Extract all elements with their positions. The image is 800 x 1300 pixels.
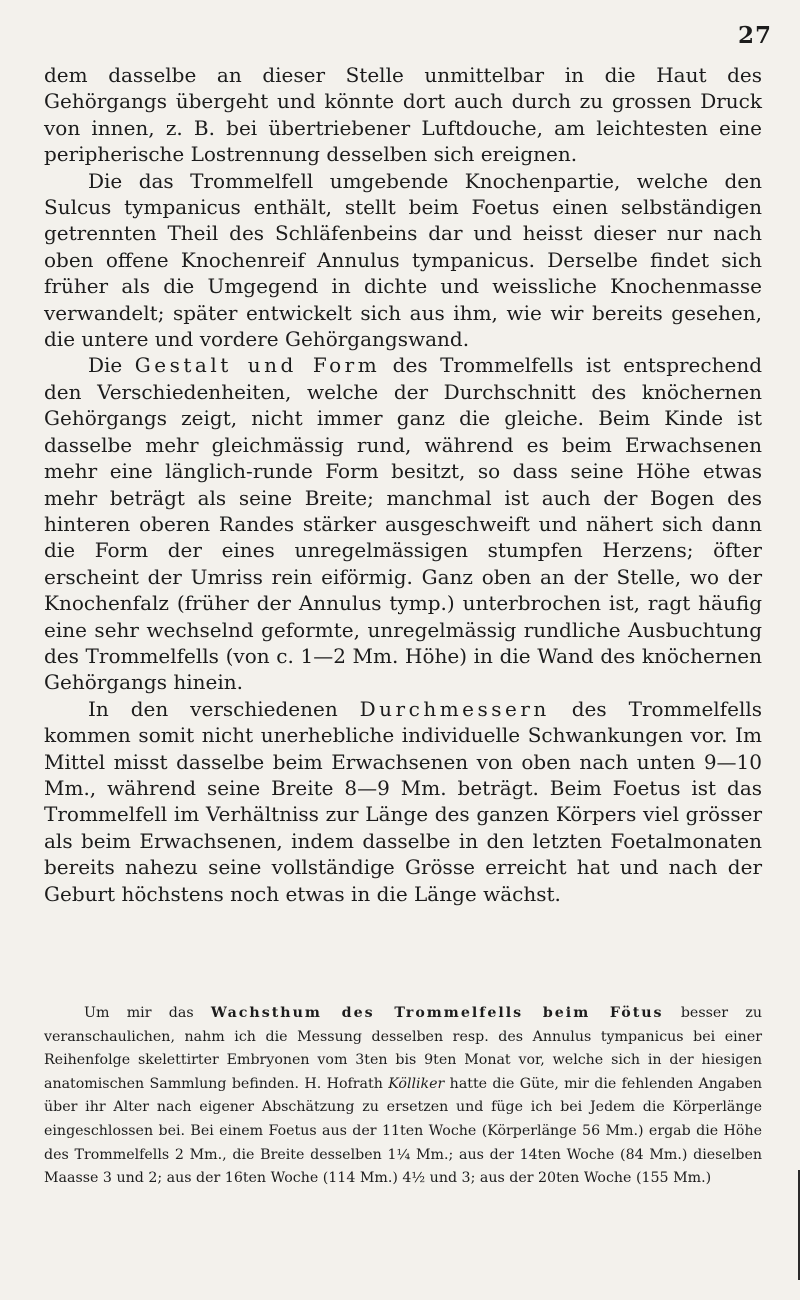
spaced-term-gestalt: Gestalt und Form bbox=[134, 353, 381, 378]
page-number: 27 bbox=[737, 22, 772, 49]
paragraph-text: dem dasselbe an dieser Stelle unmittelbar in die Haut des Gehörgangs übergeht und könnte dort auch durch zu grossen Druck von innen, z. B. bei übertriebener Luftdouche, am leichtesten eine peripherische Lostrennung desselben sich ereignen. bbox=[44, 63, 762, 167]
footnote-text: hatte die Güte, mir die fehlenden Angaben über ihr Alter nach eigener Abschätzung zu ersetzen und füge ich bei Jedem die Körperlänge eingeschlossen bei. Bei einem Foetus aus der 11ten Woche (Körperlänge 56 Mm.) ergab die Höhe des Trommelfells 2 Mm., die Breite desselben 1¼ Mm.; aus der 14ten Woche (84 Mm.) dieselben Maasse 3 und 2; aus der 16ten Woche (114 Mm.) 4½ und 3; aus der 20ten Woche (155 Mm.) bbox=[44, 1075, 762, 1187]
paragraph-4 bbox=[44, 696, 762, 907]
footnote-spaced-term: Wachsthum des Trommelfells beim Fötus bbox=[210, 1005, 664, 1021]
paragraph-text: Die bbox=[88, 353, 135, 378]
paragraph-text: In den verschiedenen bbox=[88, 696, 360, 721]
footnote bbox=[44, 1002, 762, 1191]
footnote-author-name: Kölliker bbox=[388, 1075, 445, 1092]
paragraph-2 bbox=[44, 168, 762, 353]
spaced-term-durchmessern: Durchmessern bbox=[359, 696, 550, 721]
paragraph-text: Die das Trommelfell umgebende Knochenpartie, welche den Sulcus tympanicus enthält, stellt beim Foetus einen selbständigen getrennten Theil des Schläfenbeins dar und heisst dieser nur nach oben offene Knochenreif Annulus tympanicus. Derselbe findet sich früher als die Umgegend in dichte und weissliche Knochenmasse verwandelt; später entwickelt sich aus ihm, wie wir bereits gesehen, die untere und vordere Gehörgangswand. bbox=[44, 168, 762, 352]
paragraph-text: des Trommelfells ist entsprechend den Verschiedenheiten, welche der Durchschnitt des knöchernen Gehörgangs zeigt, nicht immer ganz die gleiche. Beim Kinde ist dasselbe mehr gleichmässig rund, während es beim Erwachsenen mehr eine länglich-runde Form besitzt, so dass seine Höhe etwas mehr beträgt als seine Breite; manchmal ist auch der Bogen des hinteren oberen Randes stärker ausgeschweift und nähert sich dann die Form der eines unregelmässigen stumpfen Herzens; öfter erscheint der Umriss rein eiförmig. Ganz oben an der Stelle, wo der Knochenfalz (früher der Annulus tymp.) unterbrochen ist, ragt häufig eine sehr wechselnd geformte, unregelmässig rundliche Ausbuchtung des Trommelfells (von c. 1—2 Mm. Höhe) in die Wand des knöchernen Gehörgangs hinein. bbox=[44, 353, 762, 695]
footnote-text: Um mir das bbox=[84, 1005, 211, 1021]
paragraph-text: des Trommelfells kommen somit nicht unerhebliche individuelle Schwankungen vor. Im Mittel misst dasselbe beim Erwachsenen von oben nach unten 9—10 Mm., während seine Breite 8—9 Mm. beträgt. Beim Foetus ist das Trommelfell im Verhältniss zur Länge des ganzen Körpers viel grösser als beim Erwachsenen, indem dasselbe in den letzten Foetalmonaten bereits nahezu seine vollständige Grösse erreicht hat und nach der Geburt höchstens noch etwas in die Länge wächst. bbox=[44, 696, 762, 906]
footnote-text: besser zu veranschaulichen, nahm ich die Messung desselben resp. des Annulus tympanicus bei einer Reihenfolge skelettirter Embryonen vom 3ten bis 9ten Monat vor, welche sich in der hiesigen anatomischen Sammlung befinden. H. Hofrath bbox=[44, 1005, 762, 1092]
paragraph-1 bbox=[44, 62, 762, 168]
paragraph-3 bbox=[44, 352, 762, 695]
body-text bbox=[44, 62, 762, 907]
